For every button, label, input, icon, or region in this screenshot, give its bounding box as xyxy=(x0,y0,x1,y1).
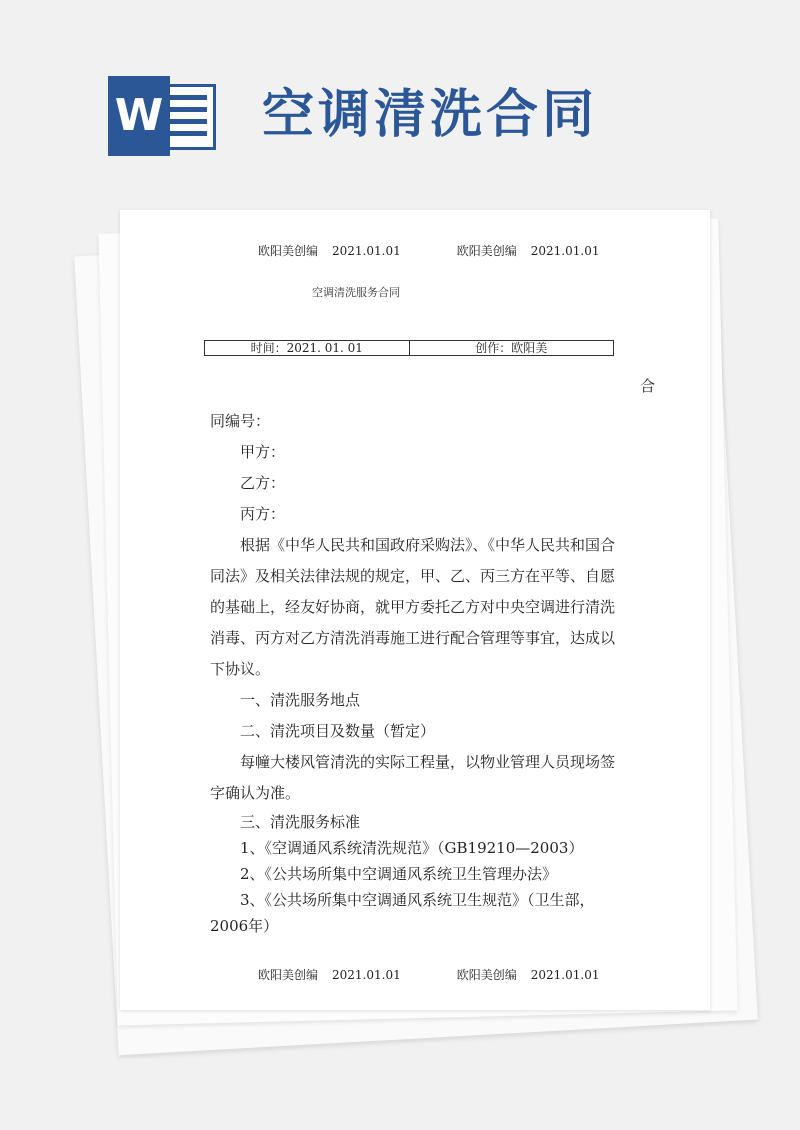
page-footer xyxy=(258,966,599,983)
banner xyxy=(0,0,800,200)
document-small-title: 空调清洗服务合同 xyxy=(312,286,400,299)
party-b-label: 乙方： xyxy=(240,474,286,492)
footer-author-1: 欧阳美创编 xyxy=(258,968,319,982)
section-2-heading: 二、清洗项目及数量（暂定） xyxy=(240,722,436,740)
document-page xyxy=(120,210,710,1010)
party-a-label: 甲方： xyxy=(240,443,286,461)
header-author-2: 欧阳美创编 xyxy=(456,244,517,258)
standard-1: 1、《空调通风系统清洗规范》（GB19210—2003） xyxy=(240,839,584,857)
standard-2: 2、《公共场所集中空调通风系统卫生管理办法》 xyxy=(240,865,558,883)
footer-author-2: 欧阳美创编 xyxy=(456,968,517,982)
banner-title: 空调清洗合同 xyxy=(262,85,599,145)
party-c-label: 丙方： xyxy=(240,505,286,523)
header-author-1: 欧阳美创编 xyxy=(258,244,319,258)
info-table-author: 创作：欧阳美 xyxy=(409,341,614,355)
footer-date-1: 2021.01.01 xyxy=(332,968,401,982)
section-3-heading: 三、清洗服务标准 xyxy=(240,813,361,831)
page-header xyxy=(258,242,599,259)
word-icon xyxy=(108,76,220,156)
document-body xyxy=(210,406,620,939)
header-date-2: 2021.01.01 xyxy=(530,244,600,258)
intro-paragraph: 根据《中华人民共和国政府采购法》、《中华人民共和国合同法》及相关法律法规的规定，甲、乙、丙三方在平等、自愿的基础上，经友好协商，就甲方委托乙方对中央空调进行清洗消毒、丙方对乙方清洗消毒施工进行配合管理等事宜，达成以下协议。 xyxy=(210,536,616,678)
header-date-1: 2021.01.01 xyxy=(332,244,401,258)
info-table xyxy=(204,340,614,356)
standard-3: 3、《公共场所集中空调通风系统卫生规范》（卫生部，2006年） xyxy=(210,891,595,935)
section-1-heading: 一、清洗服务地点 xyxy=(240,691,361,709)
section-2-text: 每幢大楼风管清洗的实际工程量，以物业管理人员现场签字确认为准。 xyxy=(210,753,616,802)
contract-number-label: 同编号： xyxy=(210,412,271,430)
info-table-time: 时间：2021. 01. 01 xyxy=(250,341,363,355)
footer-date-2: 2021.01.01 xyxy=(530,968,600,982)
title-overflow-char: 合 xyxy=(640,377,656,395)
word-icon-letter: W xyxy=(108,76,170,156)
